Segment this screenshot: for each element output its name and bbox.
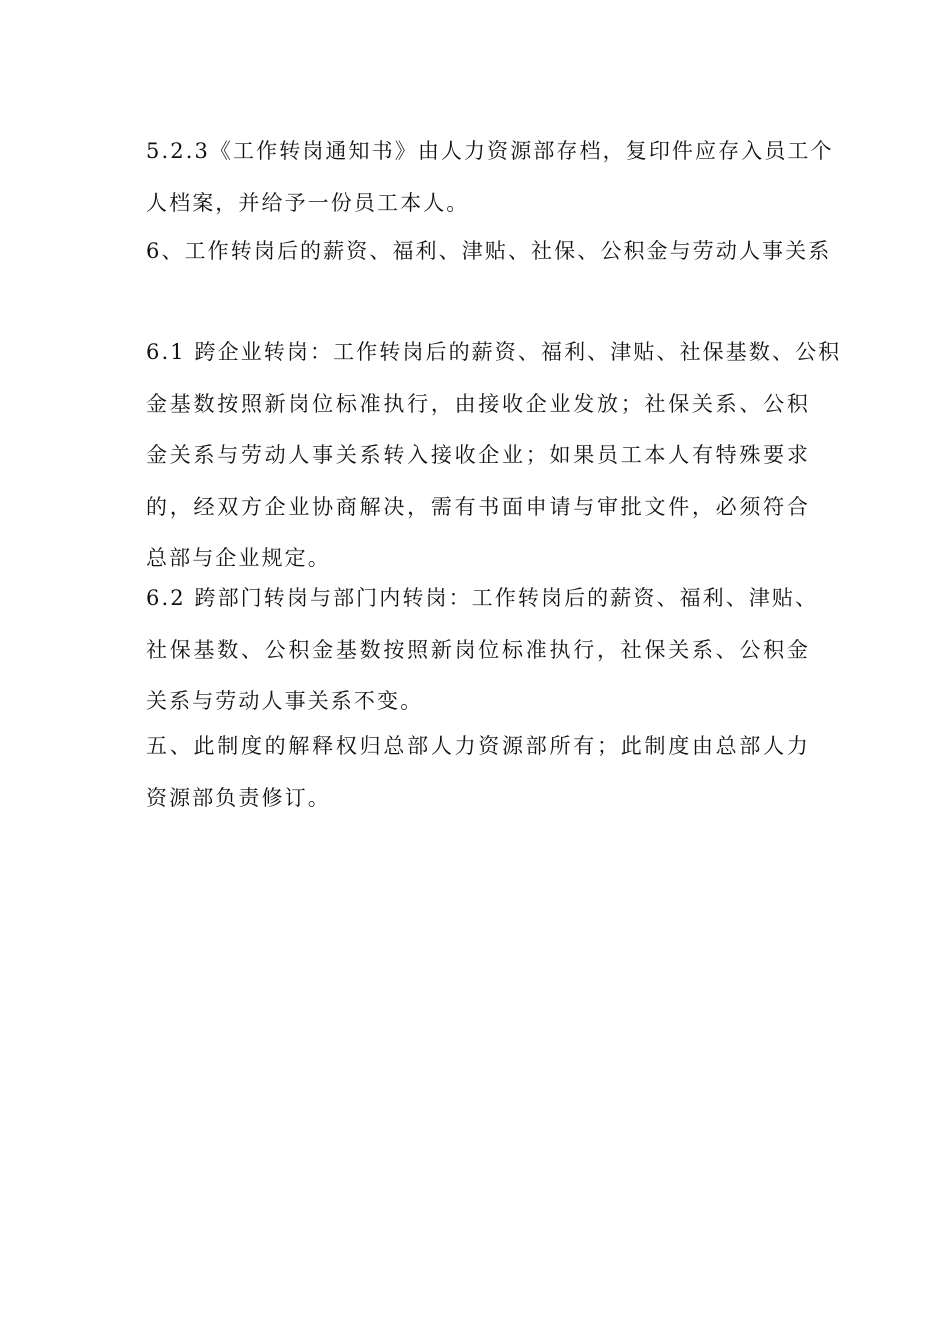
paragraph-5-interpretation: [146, 721, 810, 824]
text-line: 金基数按照新岗位标准执行，由接收企业发放；社保关系、公积: [146, 391, 810, 416]
text-line: 社保基数、公积金基数按照新岗位标准执行，社保关系、公积金: [146, 637, 810, 662]
text-line: 6.2 跨部门转岗与部门内转岗：工作转岗后的薪资、福利、津贴、: [146, 586, 819, 610]
text-line: 6、工作转岗后的薪资、福利、津贴、社保、公积金与劳动人事关系: [146, 239, 832, 263]
paragraph-5-2-3: [146, 126, 834, 229]
text-line: 6.1 跨企业转岗：工作转岗后的薪资、福利、津贴、社保基数、公积: [146, 340, 842, 364]
text-line: 五、此制度的解释权归总部人力资源部所有；此制度由总部人力: [146, 734, 810, 758]
text-line: 人档案，并给予一份员工本人。: [146, 190, 470, 215]
paragraph-6-2: [146, 573, 819, 728]
paragraph-6-1: [146, 327, 842, 585]
text-line: 的，经双方企业协商解决，需有书面申请与审批文件，必须符合: [146, 494, 810, 519]
text-line: 5.2.3《工作转岗通知书》由人力资源部存档，复印件应存入员工个: [146, 139, 834, 163]
text-line: 总部与企业规定。: [146, 546, 331, 570]
text-line: 金关系与劳动人事关系转入接收企业；如果员工本人有特殊要求: [146, 443, 810, 467]
paragraph-6-heading: [146, 226, 832, 278]
text-line: 资源部负责修订。: [146, 785, 331, 810]
text-line: 关系与劳动人事关系不变。: [146, 689, 424, 713]
